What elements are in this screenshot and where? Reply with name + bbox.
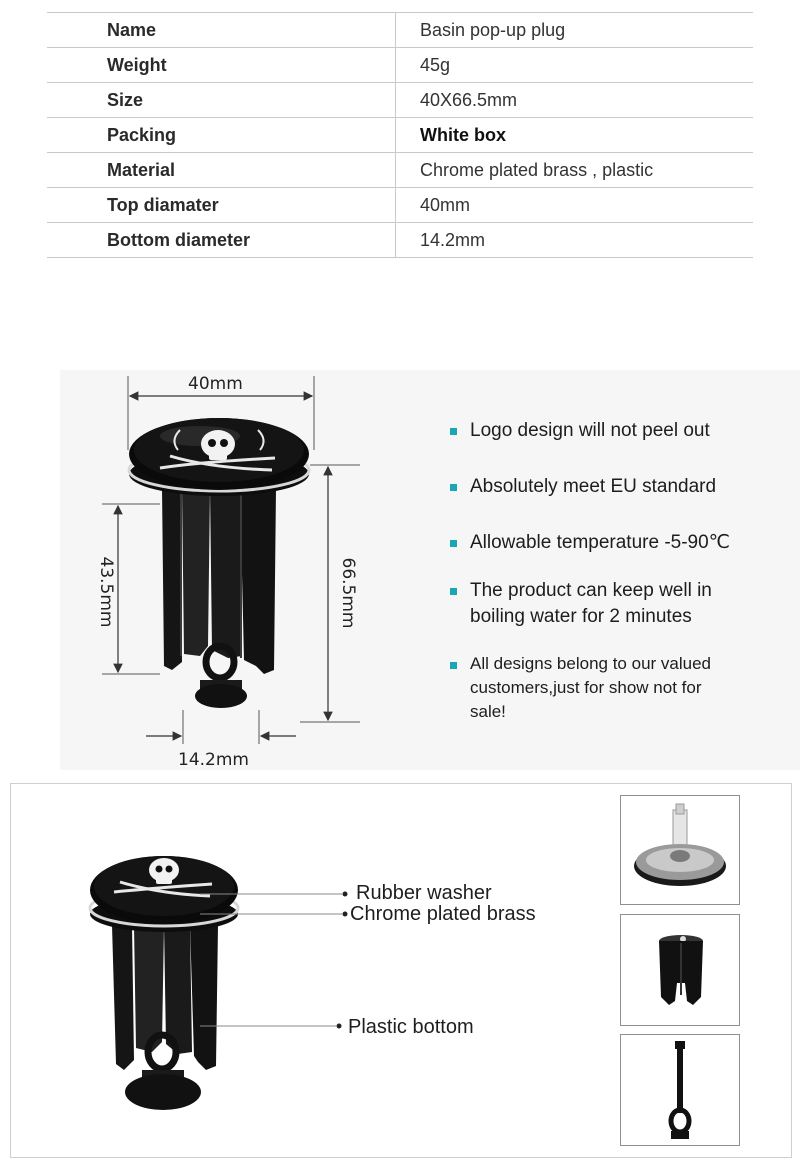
spec-label: Size (47, 83, 396, 118)
thumbnail-plastic-rod (620, 1034, 740, 1146)
dimension-label-top: 40mm (188, 374, 243, 394)
callout-chrome-plated-brass: Chrome plated brass (350, 903, 536, 925)
spec-value: 45g (396, 48, 754, 83)
feature-item (448, 530, 778, 556)
spec-value: Chrome plated brass , plastic (396, 153, 754, 188)
callout-lines (200, 880, 360, 1040)
feature-text: Allowable temperature -5-90℃ (470, 532, 731, 553)
spec-table (47, 12, 753, 258)
bullet-square-icon (450, 540, 457, 547)
feature-text-line: boiling water for 2 minutes (470, 606, 692, 627)
spec-row (47, 153, 753, 188)
spec-row (47, 188, 753, 223)
feature-item (448, 474, 778, 500)
thumbnail-plastic-body (620, 914, 740, 1026)
spec-label: Top diamater (47, 188, 396, 223)
feature-text-line: sale! (470, 702, 506, 721)
spec-label: Name (47, 13, 396, 48)
callout-rubber-washer: Rubber washer (356, 882, 492, 904)
spec-label: Bottom diameter (47, 223, 396, 258)
feature-list (448, 418, 778, 724)
spec-row (47, 223, 753, 258)
spec-row (47, 118, 753, 153)
dimension-label-body-height: 43.5mm (96, 556, 116, 628)
spec-value: 40X66.5mm (396, 83, 754, 118)
plastic-rod-image (621, 1035, 739, 1145)
feature-text: Logo design will not peel out (470, 420, 710, 441)
chrome-top-image (621, 796, 739, 904)
spec-label: Packing (47, 118, 396, 153)
feature-item (448, 652, 778, 724)
spec-value: 14.2mm (396, 223, 754, 258)
spec-label: Material (47, 153, 396, 188)
bullet-square-icon (450, 662, 457, 669)
spec-row (47, 83, 753, 118)
spec-value: 40mm (396, 188, 754, 223)
callout-plastic-bottom: Plastic bottom (348, 1016, 474, 1038)
feature-item (448, 418, 778, 444)
dimension-diagram (60, 370, 440, 770)
dimension-label-total-height: 66.5mm (338, 557, 358, 629)
bullet-square-icon (450, 428, 457, 435)
spec-value: Basin pop-up plug (396, 13, 754, 48)
spec-value: White box (396, 118, 754, 153)
feature-text-line: customers,just for show not for (470, 678, 702, 697)
thumbnail-chrome-top (620, 795, 740, 905)
dimension-label-bottom: 14.2mm (178, 750, 249, 770)
feature-text: Absolutely meet EU standard (470, 476, 717, 497)
feature-item (448, 578, 778, 630)
bullet-square-icon (450, 484, 457, 491)
plastic-body-image (621, 915, 739, 1025)
spec-label: Weight (47, 48, 396, 83)
feature-text-line: The product can keep well in (470, 580, 712, 601)
spec-row (47, 48, 753, 83)
feature-text-line: All designs belong to our valued (470, 654, 711, 673)
bullet-square-icon (450, 588, 457, 595)
spec-row (47, 13, 753, 48)
